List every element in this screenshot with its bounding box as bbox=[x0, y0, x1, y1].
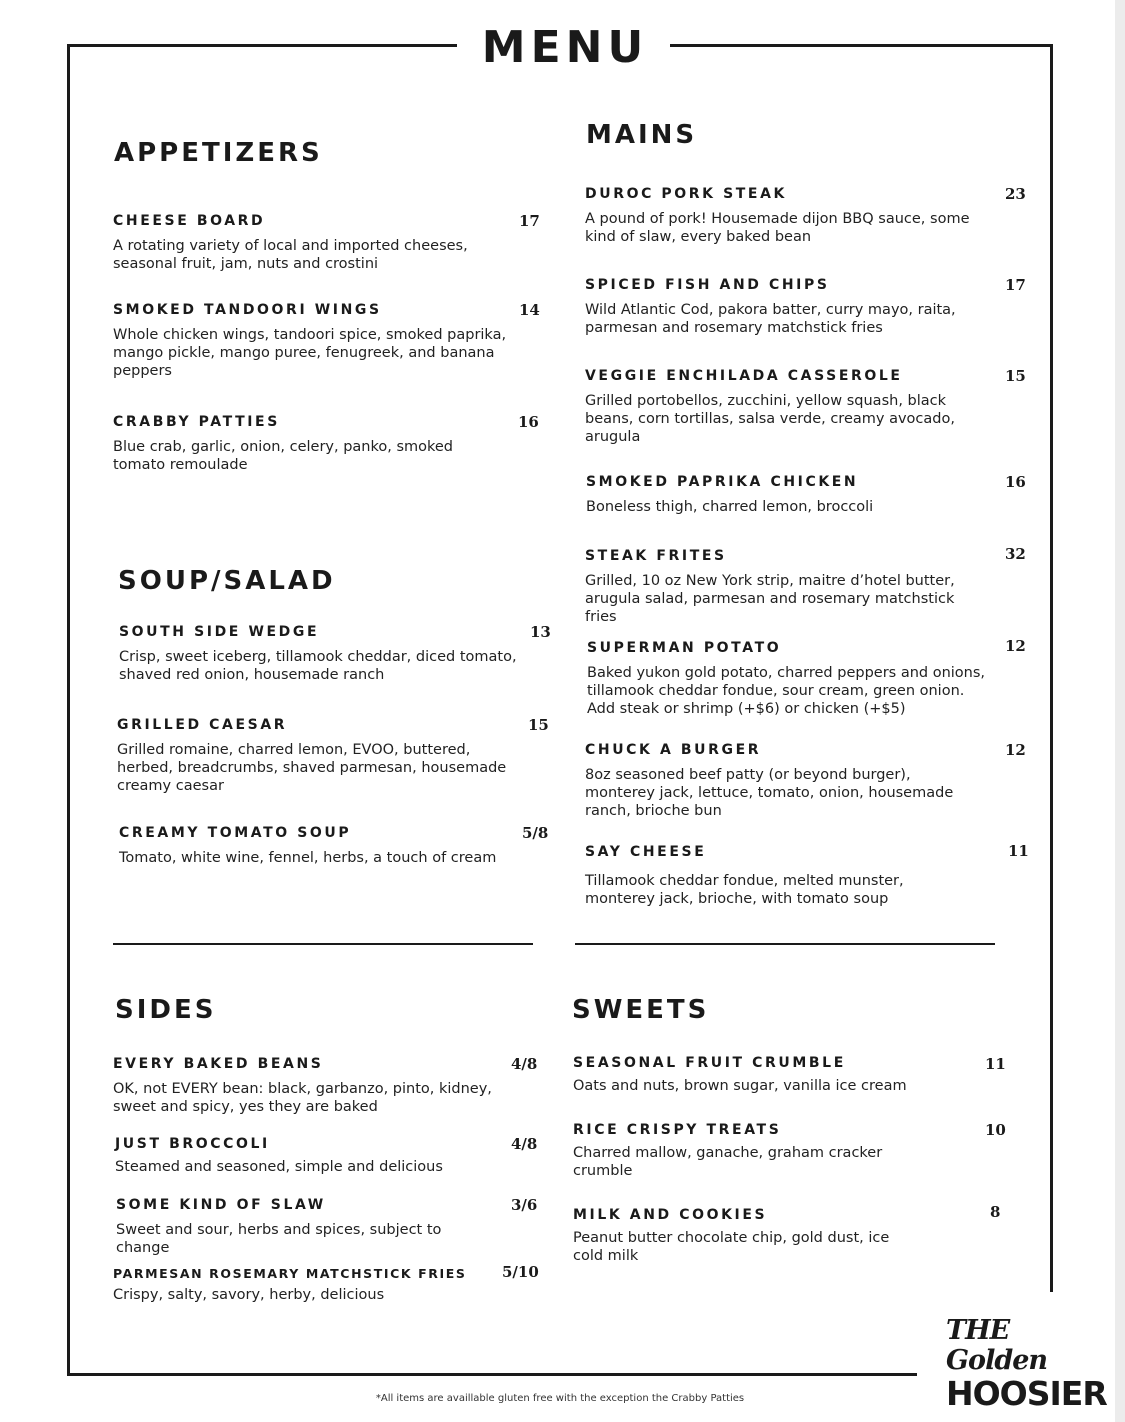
sweets-title: SWEETS bbox=[572, 995, 710, 1025]
item-desc: Blue crab, garlic, onion, celery, panko, smoked tomato remoulade bbox=[113, 439, 454, 473]
item-price: 15 bbox=[528, 716, 549, 734]
menu-item bbox=[113, 1266, 503, 1304]
menu-item bbox=[573, 1207, 913, 1265]
item-name: SMOKED TANDOORI WINGS bbox=[113, 302, 382, 318]
item-name: SEASONAL FRUIT CRUMBLE bbox=[573, 1055, 846, 1071]
item-desc: Tillamook cheddar fondue, melted munster, monterey jack, brioche, with tomato soup bbox=[585, 873, 904, 907]
soup-salad-title: SOUP/SALAD bbox=[118, 566, 336, 596]
item-price: 17 bbox=[1005, 276, 1026, 294]
item-desc: Charred mallow, ganache, graham cracker crumble bbox=[573, 1145, 883, 1179]
item-desc: Grilled, 10 oz New York strip, maitre d’hotel butter, arugula salad, parmesan and rosemary matchstick fries bbox=[585, 573, 955, 625]
item-name: SAY CHEESE bbox=[585, 844, 707, 860]
menu-item bbox=[113, 302, 513, 380]
item-price: 32 bbox=[1005, 545, 1026, 563]
frame-top-left bbox=[67, 44, 457, 47]
menu-item bbox=[585, 742, 980, 820]
divider-left bbox=[113, 943, 533, 945]
menu-item bbox=[115, 1136, 510, 1176]
item-price: 23 bbox=[1005, 185, 1026, 203]
menu-item bbox=[573, 1055, 953, 1095]
item-desc: Grilled romaine, charred lemon, EVOO, buttered, herbed, breadcrumbs, shaved parmesan, housemade creamy caesar bbox=[117, 742, 507, 794]
item-name: SUPERMAN POTATO bbox=[587, 640, 782, 656]
item-name: JUST BROCCOLI bbox=[115, 1136, 270, 1152]
item-desc: Steamed and seasoned, simple and delicious bbox=[115, 1159, 443, 1175]
mains-title: MAINS bbox=[586, 120, 698, 150]
item-desc: Crispy, salty, savory, herby, delicious bbox=[113, 1287, 385, 1303]
item-name: EVERY BAKED BEANS bbox=[113, 1056, 324, 1072]
item-desc: Boneless thigh, charred lemon, broccoli bbox=[586, 499, 874, 515]
item-name: STEAK FRITES bbox=[585, 548, 727, 564]
item-price: 16 bbox=[518, 413, 539, 431]
item-price: 16 bbox=[1005, 473, 1026, 491]
item-name: CRABBY PATTIES bbox=[113, 414, 280, 430]
item-name: CREAMY TOMATO SOUP bbox=[119, 825, 352, 841]
item-price: 12 bbox=[1005, 741, 1026, 759]
divider-right bbox=[575, 943, 995, 945]
item-price: 11 bbox=[985, 1055, 1006, 1073]
item-desc: Grilled portobellos, zucchini, yellow squash, black beans, corn tortillas, salsa verde, creamy avocado, arugula bbox=[585, 393, 955, 445]
menu-item bbox=[587, 640, 987, 718]
menu-item bbox=[585, 548, 985, 626]
logo-line1: THE Golden bbox=[946, 1315, 1048, 1376]
menu-title: MENU bbox=[481, 22, 649, 73]
item-price: 12 bbox=[1005, 637, 1026, 655]
item-price: 14 bbox=[519, 301, 540, 319]
menu-item bbox=[586, 474, 986, 516]
item-desc: Crisp, sweet iceberg, tillamook cheddar, diced tomato, shaved red onion, housemade ranch bbox=[119, 649, 517, 683]
item-price: 5/8 bbox=[522, 824, 549, 842]
item-desc: Oats and nuts, brown sugar, vanilla ice cream bbox=[573, 1078, 907, 1094]
item-price: 8 bbox=[990, 1203, 1001, 1221]
menu-item bbox=[585, 186, 980, 246]
menu-item bbox=[117, 717, 522, 795]
item-desc: A pound of pork! Housemade dijon BBQ sauce, some kind of slaw, every baked bean bbox=[585, 211, 970, 245]
item-price: 3/6 bbox=[511, 1196, 538, 1214]
menu-item bbox=[573, 1122, 903, 1180]
item-name: GRILLED CAESAR bbox=[117, 717, 288, 733]
menu-item bbox=[113, 213, 508, 273]
item-name: SOUTH SIDE WEDGE bbox=[119, 624, 320, 640]
page-edge bbox=[1115, 0, 1125, 1422]
menu-item bbox=[119, 624, 534, 684]
menu-item bbox=[585, 844, 945, 908]
item-desc: Tomato, white wine, fennel, herbs, a touch of cream bbox=[119, 850, 497, 866]
menu-item bbox=[116, 1197, 456, 1257]
item-price: 13 bbox=[530, 623, 551, 641]
frame-bottom bbox=[67, 1373, 917, 1376]
sides-title: SIDES bbox=[115, 995, 217, 1025]
item-price: 4/8 bbox=[511, 1135, 538, 1153]
menu-item bbox=[119, 825, 519, 867]
item-name: RICE CRISPY TREATS bbox=[573, 1122, 782, 1138]
frame-right bbox=[1050, 44, 1053, 1292]
item-desc: Wild Atlantic Cod, pakora batter, curry mayo, raita, parmesan and rosemary matchstick fries bbox=[585, 302, 956, 336]
item-desc: Whole chicken wings, tandoori spice, smoked paprika, mango pickle, mango puree, fenugreek, and banana peppers bbox=[113, 327, 507, 379]
menu-item bbox=[113, 1056, 508, 1116]
appetizers-title: APPETIZERS bbox=[114, 138, 323, 168]
item-name: MILK AND COOKIES bbox=[573, 1207, 768, 1223]
frame-top-right bbox=[670, 44, 1053, 47]
item-price: 11 bbox=[1008, 842, 1029, 860]
item-name: PARMESAN ROSEMARY MATCHSTICK FRIES bbox=[113, 1266, 467, 1281]
item-price: 10 bbox=[985, 1121, 1006, 1139]
item-price: 4/8 bbox=[511, 1055, 538, 1073]
item-name: VEGGIE ENCHILADA CASSEROLE bbox=[585, 368, 903, 384]
restaurant-logo bbox=[946, 1315, 1107, 1413]
item-name: SPICED FISH AND CHIPS bbox=[585, 277, 830, 293]
item-price: 5/10 bbox=[502, 1263, 539, 1281]
menu-item bbox=[113, 414, 473, 474]
item-desc: A rotating variety of local and imported cheeses, seasonal fruit, jam, nuts and crostini bbox=[113, 238, 468, 272]
item-desc: Peanut butter chocolate chip, gold dust, ice cold milk bbox=[573, 1230, 890, 1264]
logo-line2: HOOSIER bbox=[946, 1374, 1107, 1413]
item-desc: Sweet and sour, herbs and spices, subject to change bbox=[116, 1222, 442, 1256]
item-name: DUROC PORK STEAK bbox=[585, 186, 787, 202]
frame-left bbox=[67, 44, 70, 1376]
item-desc: Baked yukon gold potato, charred peppers and onions, tillamook cheddar fondue, sour cream, green onion. Add steak or shrimp (+$6) or chicken (+$5) bbox=[587, 665, 986, 717]
item-name: CHEESE BOARD bbox=[113, 213, 266, 229]
gluten-free-footnote: *All items are availlable gluten free with the exception the Crabby Patties bbox=[375, 1393, 745, 1404]
item-price: 15 bbox=[1005, 367, 1026, 385]
item-name: SMOKED PAPRIKA CHICKEN bbox=[586, 474, 859, 490]
item-name: SOME KIND OF SLAW bbox=[116, 1197, 326, 1213]
item-name: CHUCK A BURGER bbox=[585, 742, 762, 758]
item-price: 17 bbox=[519, 212, 540, 230]
item-desc: 8oz seasoned beef patty (or beyond burger), monterey jack, lettuce, tomato, onion, housemade ranch, brioche bun bbox=[585, 767, 954, 819]
menu-item bbox=[585, 277, 975, 337]
item-desc: OK, not EVERY bean: black, garbanzo, pinto, kidney, sweet and spicy, yes they are baked bbox=[113, 1081, 492, 1115]
menu-item bbox=[585, 368, 965, 446]
